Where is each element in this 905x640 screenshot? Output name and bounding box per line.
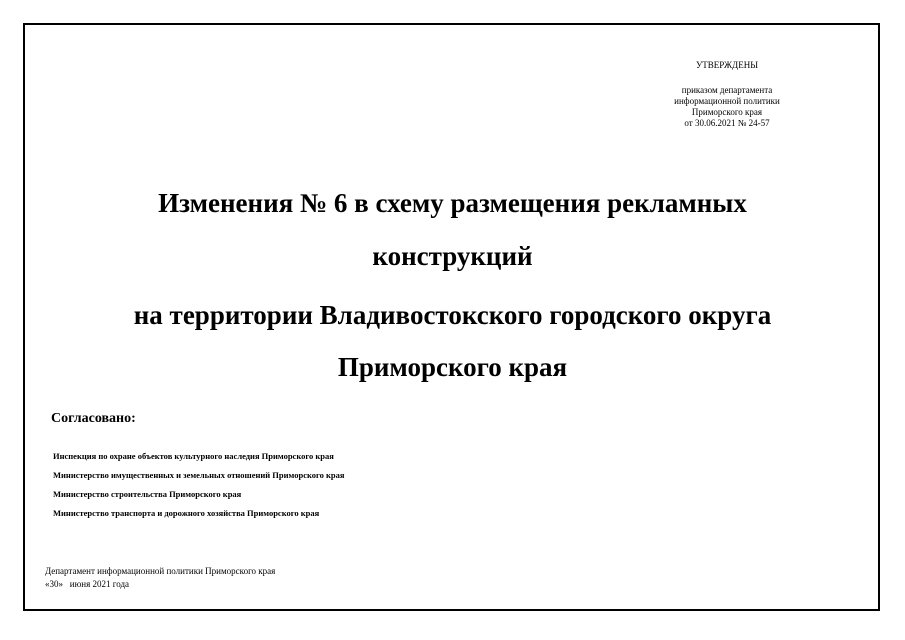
footer-department: Департамент информационной политики Приморского края — [45, 566, 276, 576]
agencies-list — [53, 451, 345, 527]
agency-item: Инспекция по охране объектов культурного наследия Приморского края — [53, 451, 334, 461]
document-title-line-4: Приморского края — [337, 352, 568, 382]
approval-line: информационной политики — [674, 96, 780, 106]
agency-item: Министерство строительства Приморского края — [53, 489, 242, 499]
footer-date: «30» июня 2021 года — [45, 579, 130, 589]
approval-line: от 30.06.2021 № 24-57 — [684, 118, 770, 128]
approval-heading: УТВЕРЖДЕНЫ — [695, 60, 759, 70]
agreed-label: Согласовано: — [51, 411, 136, 426]
document-title-line-1: Изменения № 6 в схему размещения рекламных — [158, 188, 747, 218]
approval-line: Приморского края — [691, 107, 763, 117]
agency-item: Министерство имущественных и земельных отношений Приморского края — [53, 470, 345, 480]
document-title-line-3: на территории Владивостокского городского округа — [133, 300, 772, 330]
approval-stamp — [627, 60, 827, 129]
agency-item: Министерство транспорта и дорожного хозяйства Приморского края — [53, 508, 320, 518]
footer — [45, 565, 275, 591]
document-title-line-2: конструкций — [372, 241, 533, 271]
approval-line: приказом департамента — [681, 85, 773, 95]
